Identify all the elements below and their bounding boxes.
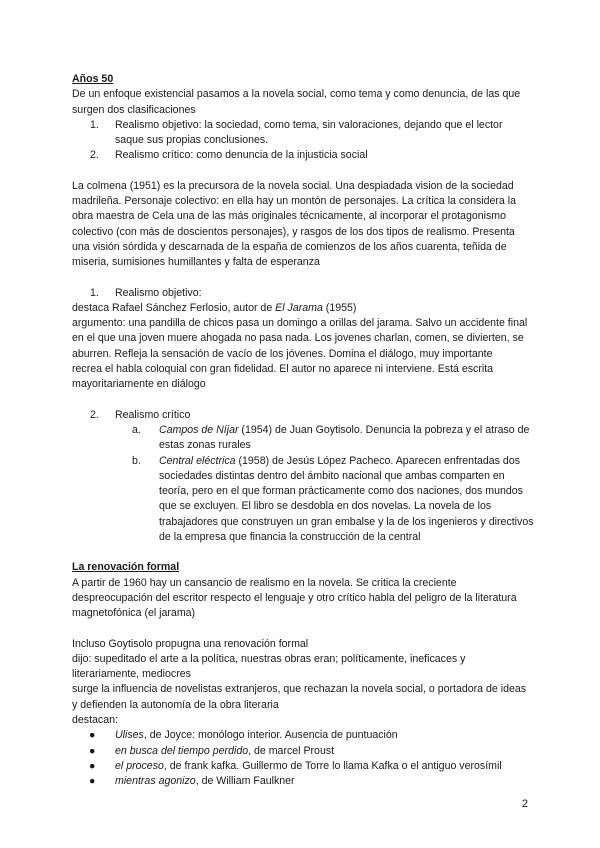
list-number: 2.	[90, 149, 99, 162]
list-item-realismo-critico	[72, 408, 534, 423]
renovacion-paragraph: A partir de 1960 hay un cansancio de realismo en la novela. Se critica la creciente despreocupación del escritor respecto el lenguaje y otro crítico habla del peligro de la literatura magnetofónica (el jarama)	[72, 576, 517, 620]
book-title: mientras agonizo	[115, 775, 196, 788]
bullet-item: ● Ulises, de Joyce: monólogo interior. Ausencia de puntuación	[72, 728, 534, 743]
list-item-realismo-objetivo	[72, 286, 534, 301]
bullet-item: ● en busca del tiempo perdido, de marcel Proust	[72, 744, 534, 759]
list-item-text: Realismo crítico: como denuncia de la injusticia social	[115, 149, 368, 162]
sub-list-item: b. Central eléctrica (1958) de Jesús López Pacheco. Aparecen enfrentadas dos sociedades distintas dentro del ámbito nacional que ambas comparten en teoría, pero en el que forman prácticamente como dos naciones, dos mundos que se excluyen. El libro se desdobla en dos novelas. La novela de los trabajadores que construyen un gran embalse y la de los ingenieros y directivos de la empresa que financia la construcción de la central	[132, 454, 534, 544]
document-page	[72, 72, 534, 789]
destaca-paragraph: destaca Rafael Sánchez Ferlosio, autor de El Jarama (1955)	[72, 301, 357, 314]
book-title: en busca del tiempo perdido	[115, 744, 249, 757]
bullet-icon: ●	[89, 759, 96, 772]
bullet-item: ● mientras agonizo, de William Faulkner	[72, 774, 534, 789]
colmena-paragraph: La colmena (1951) es la precursora de la novela social. Una despiadada vision de la sociedad madrileña. Personaje colectivo: en ella hay un montón de personajes. La crítica la considera la obra maestra de Cela una de las más originales técnicamente, al incorporar el protagonismo colectivo (con más de doscientos personajes), y rasgos de los dos tipos de realismo. Presenta una visión sórdida y descarnada de la españa de comienzos de los años cuarenta, teñida de miseria, sumisiones humillantes y falta de esperanza	[72, 179, 517, 269]
book-title: Campos de Níjar	[159, 423, 239, 436]
sub-list-letter: a.	[132, 423, 141, 436]
bullet-item: ● el proceso, de frank kafka. Guillermo de Torre lo llama Kafka o el antiguo verosímil	[72, 759, 534, 774]
sub-list-item: a. Campos de Níjar (1954) de Juan Goytisolo. Denuncia la pobreza y el atraso de estas zonas rurales	[132, 423, 530, 452]
book-title: Central eléctrica	[159, 454, 236, 467]
bullet-icon: ●	[89, 744, 96, 757]
list-item-text: Realismo objetivo: la sociedad, como tema, sin valoraciones, dejando que el lector saque sus propias conclusiones.	[115, 118, 503, 147]
list-item	[72, 118, 534, 149]
section-heading-anos-50: Años 50	[72, 73, 114, 85]
argumento-paragraph: argumento: una pandilla de chicos pasa un domingo a orillas del jarama. Salvo un accidente final en el que una joven muere ahogada no pasa nada. Los jovenes charlan, comen, se divierten, se aburren. Refleja la sensación de vacío de los jóvenes. Domina el diálogo, muy importante	[72, 317, 528, 360]
surge-paragraph: surge la influencia de novelistas extranjeros, que rechazan la novela social, o portadora de ideas y defienden la autonomía de la obra literaria	[72, 683, 527, 711]
destacan-label: destacan:	[72, 713, 118, 726]
book-title: Ulises	[115, 729, 144, 742]
bullet-icon: ●	[89, 729, 96, 742]
list-item-title: Realismo crítico	[115, 408, 191, 421]
list-item	[72, 148, 534, 163]
book-title: el proceso	[115, 759, 164, 772]
intro-paragraph: De un enfoque existencial pasamos a la novela social, como tema y como denuncia, de las que surgen dos clasificaciones	[72, 88, 521, 116]
list-number: 2.	[90, 408, 99, 421]
list-item-title: Realismo objetivo:	[115, 286, 202, 299]
goytisolo-paragraph: Incluso Goytisolo propugna una renovación formal	[72, 637, 309, 650]
section-heading-renovacion: La renovación formal	[72, 561, 180, 574]
sub-list-letter: b.	[132, 454, 141, 467]
book-title: El Jarama	[275, 301, 323, 314]
list-number: 1.	[90, 286, 99, 299]
page-number: 2	[521, 798, 528, 810]
bullet-icon: ●	[89, 775, 96, 788]
recrea-paragraph: recrea el habla coloquial con gran fidelidad. El autor no aparece ni interviene. Está escrita mayoritariamente en diálogo	[72, 363, 494, 391]
dijo-paragraph: dijo: supeditado el arte a la política, nuestras obras eran; políticamente, ineficaces y literariamente, mediocres	[72, 652, 466, 681]
list-number: 1.	[90, 118, 99, 131]
